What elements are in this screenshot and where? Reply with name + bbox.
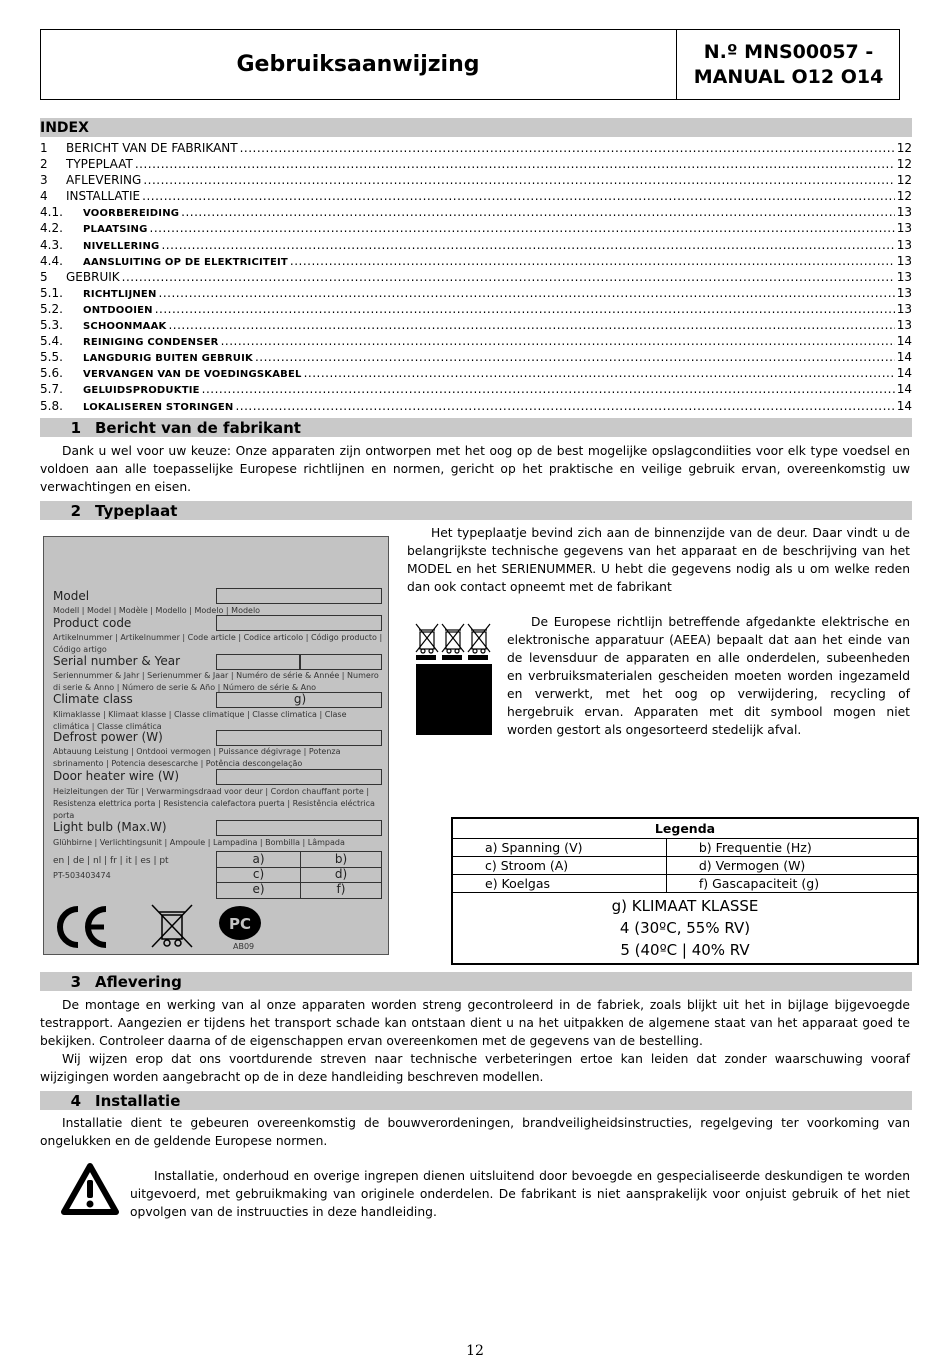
weee-text: De Europese richtlijn betreffende afgedankte elektrische en elektronische apparatuur (AEEA) bepaalt dat aan het einde van de levensduur de apparaten en alle onderdelen, subeenheden en verbruiksmaterialen gescheiden moeten worden ingezameld en verwerkt, met het oog op verwijdering, recycling of hergebruik ervan. Apparaten met dit symbool mogen niet worden gestort als ongesorteerd stedelijk afval. bbox=[507, 615, 910, 737]
index-heading: INDEX bbox=[40, 118, 912, 137]
section-3-text: De montage en werking van al onze apparaten worden streng gecontroleerd in de fabriek, zoals blijkt uit het in bijlage bijgevoegde testrapport. Aangezien er tijdens het transport schade kan ontstaan dient u na het uitpakken de algemene staat van het apparaat goed te bekijken. Controleer daarna of de eigenschappen ervan overeenkomen met de gegevens van de bestelling. bbox=[40, 998, 910, 1048]
toc-entry[interactable] bbox=[40, 398, 912, 414]
toc-leader-dots bbox=[255, 349, 895, 365]
section-2-text: Het typeplaatje bevind zich aan de binnenzijde van de deur. Daar vindt u de belangrijkste technische gegevens van het apparaat en de beschrijving van het MODEL en het SERIENUMMER. U hebt die gegevens nodig als u om welke reden dan ook contact opneemt met de fabrikant bbox=[407, 526, 910, 594]
toc-number: 5.8. bbox=[40, 398, 63, 413]
plate-year-field bbox=[300, 654, 382, 670]
svg-text:PC: PC bbox=[228, 915, 252, 933]
toc-number: 4.3. bbox=[40, 237, 63, 252]
plate-model-translations: Modell | Model | Modèle | Modello | Modelo | Modelo bbox=[53, 606, 261, 615]
plate-serial-field bbox=[216, 654, 300, 670]
toc-number: 5.5. bbox=[40, 350, 63, 365]
toc-page-number: 12 bbox=[896, 173, 912, 188]
toc-entry[interactable] bbox=[40, 220, 912, 236]
toc-number: 5 bbox=[40, 269, 48, 284]
toc-page-number: 14 bbox=[896, 350, 912, 365]
toc-title: RICHTLIJNEN bbox=[83, 288, 157, 300]
toc-title: AANSLUITING OP DE ELEKTRICITEIT bbox=[83, 256, 288, 268]
toc-page-number: 12 bbox=[896, 157, 912, 172]
toc-page-number: 13 bbox=[896, 318, 912, 333]
plate-climate-field bbox=[216, 692, 382, 708]
plate-model-label: Model bbox=[53, 589, 90, 603]
toc-title: PLAATSING bbox=[83, 224, 148, 236]
toc-page-number: 14 bbox=[896, 398, 912, 413]
toc-number: 5.6. bbox=[40, 366, 63, 381]
toc-page-number: 13 bbox=[896, 285, 912, 300]
plate-serial-translations: Seriennummer & Jahr | Serienummer & Jaar | Numéro de série & Année | Numero di serie & Anno | Número de serie & Año | Número de série & Ano bbox=[53, 671, 379, 692]
plate-electrical-grid bbox=[216, 851, 382, 899]
manual-code-line1: N.º MNS00057 - bbox=[703, 40, 874, 63]
toc-page-number: 14 bbox=[896, 382, 912, 397]
toc-number: 5.7. bbox=[40, 382, 63, 397]
toc-title: NIVELLERING bbox=[83, 240, 160, 252]
toc-leader-dots bbox=[290, 253, 895, 269]
toc-entry[interactable] bbox=[40, 317, 912, 333]
toc-leader-dots bbox=[155, 301, 895, 317]
manual-code bbox=[677, 29, 900, 100]
plate-cell-e: e) bbox=[252, 882, 265, 896]
toc-page-number: 13 bbox=[896, 253, 912, 268]
section-title: Aflevering bbox=[95, 973, 182, 991]
toc-title: GEBRUIK bbox=[66, 269, 120, 284]
section-3-heading bbox=[40, 972, 912, 991]
toc-page-number: 13 bbox=[896, 221, 912, 236]
toc-leader-dots bbox=[143, 172, 894, 188]
toc-page-number: 12 bbox=[896, 141, 912, 155]
plate-climate-value: g) bbox=[293, 692, 307, 706]
type-plate bbox=[43, 536, 389, 955]
toc-entry[interactable] bbox=[40, 156, 912, 172]
plate-heater-label: Door heater wire (W) bbox=[53, 769, 180, 783]
toc-number: 5.4. bbox=[40, 334, 63, 349]
toc-page-number: 14 bbox=[896, 334, 912, 349]
legend-table bbox=[451, 817, 919, 965]
toc-number: 4 bbox=[40, 189, 48, 204]
climate-line: g) KLIMAAT KLASSE bbox=[611, 897, 759, 915]
legend-cell: d) Vermogen (W) bbox=[666, 857, 917, 875]
toc-title: TYPEPLAAT bbox=[66, 157, 133, 172]
toc-title: ONTDOOIEN bbox=[83, 304, 153, 316]
legend-cell: f) Gascapaciteit (g) bbox=[666, 875, 917, 893]
legend-cell: a) Spanning (V) bbox=[453, 839, 667, 857]
toc-number: 1 bbox=[40, 141, 48, 155]
plate-product-code-label: Product code bbox=[53, 616, 132, 630]
section-1-heading bbox=[40, 418, 912, 437]
plate-bulb-translations: Glühbirne | Verlichtingsunit | Ampoule | Lampadina | Bombilla | Lâmpada bbox=[53, 838, 345, 847]
toc-entry[interactable] bbox=[40, 269, 912, 285]
toc-number: 5.2. bbox=[40, 301, 63, 316]
toc-leader-dots bbox=[135, 156, 895, 172]
toc-leader-dots bbox=[161, 237, 894, 253]
toc-entry[interactable] bbox=[40, 349, 912, 365]
weee-bin-icon bbox=[414, 622, 494, 736]
plate-bulb-field bbox=[216, 820, 382, 836]
toc-leader-dots bbox=[304, 365, 895, 381]
toc-title: BERICHT VAN DE FABRIKANT bbox=[66, 141, 238, 155]
plate-serial-label: Serial number & Year bbox=[53, 654, 180, 668]
section-4-text: Installatie dient te gebeuren overeenkomstig de bouwverordeningen, brandveiligheidsinstructies, regelgeving ter voorkoming van ongelukken en de geldende Europese normen. bbox=[40, 1116, 910, 1148]
toc-leader-dots bbox=[122, 269, 895, 285]
section-number: 2 bbox=[70, 502, 81, 520]
section-number: 1 bbox=[70, 419, 81, 437]
toc-leader-dots bbox=[168, 317, 894, 333]
toc-title: REINIGING CONDENSER bbox=[83, 337, 219, 349]
toc-page-number: 12 bbox=[896, 189, 912, 204]
ce-mark-icon bbox=[52, 903, 112, 951]
plate-defrost-field bbox=[216, 730, 382, 746]
toc-entry[interactable] bbox=[40, 172, 912, 188]
pct-mark-icon bbox=[217, 903, 263, 943]
toc-title: VERVANGEN VAN DE VOEDINGSKABEL bbox=[83, 369, 302, 381]
manual-code-line2: MANUAL O12 O14 bbox=[693, 65, 884, 88]
plate-heater-translations: Heizleitungen der Tür | Verwarmingsdraad voor deur | Cordon chauffant porte | Resistenza elettrica porta | Resistencia calefactora puerta | Resistência eléctrica porta bbox=[53, 787, 375, 820]
page-number: 12 bbox=[466, 1343, 484, 1359]
plate-cell-f: f) bbox=[336, 882, 346, 896]
plate-defrost-label: Defrost power (W) bbox=[53, 730, 163, 744]
legend-cell: b) Frequentie (Hz) bbox=[666, 839, 917, 857]
section-2-heading bbox=[40, 501, 912, 520]
warning-icon bbox=[60, 1162, 120, 1218]
toc-page-number: 13 bbox=[896, 269, 912, 284]
section-title: Installatie bbox=[95, 1092, 181, 1110]
toc-entry[interactable] bbox=[40, 333, 912, 349]
toc-leader-dots bbox=[235, 398, 894, 414]
toc-leader-dots bbox=[142, 188, 895, 204]
toc-title: VOORBEREIDING bbox=[83, 208, 180, 220]
section-title: Typeplaat bbox=[95, 502, 178, 520]
toc-page-number: 14 bbox=[896, 366, 912, 381]
toc-title: AFLEVERING bbox=[66, 173, 142, 188]
plate-climate-label: Climate class bbox=[53, 692, 133, 706]
section-number: 4 bbox=[70, 1092, 81, 1110]
crossed-bin-icon bbox=[148, 903, 196, 951]
climate-line: 4 (30ºC, 55% RV) bbox=[619, 919, 751, 937]
toc-leader-dots bbox=[150, 220, 895, 236]
toc-number: 3 bbox=[40, 173, 48, 188]
plate-cell-a: a) bbox=[252, 852, 265, 866]
toc-entry[interactable] bbox=[40, 365, 912, 381]
document-title: Gebruiksaanwijzing bbox=[236, 52, 480, 77]
section-1-text: Dank u wel voor uw keuze: Onze apparaten zijn ontworpen met het oog op de best mogelijke opslagcondiities voor elk type voedsel en voldoen aan alle toepasselijke Europese richtlijnen en normen, gericht op het praktische en veilige gebruik ervan, overeenkomstig uw verwachtingen en eisen. bbox=[40, 444, 910, 494]
plate-product-code-translations: Artikelnummer | Artikelnummer | Code article | Codice articolo | Código producto | Código artigo bbox=[53, 633, 383, 654]
toc-number: 4.1. bbox=[40, 205, 63, 220]
plate-bulb-label: Light bulb (Max.W) bbox=[53, 820, 167, 834]
section-4-heading bbox=[40, 1091, 912, 1110]
toc-number: 4.4. bbox=[40, 253, 63, 268]
toc-leader-dots bbox=[159, 285, 895, 301]
section-title: Bericht van de fabrikant bbox=[95, 419, 301, 437]
toc-title: LOKALISEREN STORINGEN bbox=[83, 401, 234, 413]
toc-page-number: 13 bbox=[896, 205, 912, 220]
toc-title: LANGDURIG BUITEN GEBRUIK bbox=[83, 353, 253, 365]
plate-product-code-field bbox=[216, 615, 382, 631]
plate-languages: en | de | nl | fr | it | es | pt bbox=[53, 856, 169, 866]
toc-number: 5.3. bbox=[40, 318, 63, 333]
plate-pt-code: PT-503403474 bbox=[53, 871, 111, 880]
plate-ab-code: AB09 bbox=[233, 942, 255, 951]
plate-cell-b: b) bbox=[334, 852, 348, 866]
section-3-text-2: Wij wijzen erop dat ons voortdurende streven naar technische verbeteringen ertoe kan leiden dat zonder waarschuwing vooraf wijzigingen worden aangebracht op de in deze handleiding beschreven modellen. bbox=[40, 1052, 910, 1084]
legend-climate-class bbox=[453, 893, 918, 964]
toc-number: 2 bbox=[40, 157, 48, 172]
plate-cell-c: c) bbox=[252, 867, 265, 881]
toc-number: 4.2. bbox=[40, 221, 63, 236]
climate-line: 5 (40ºC | 40% RV bbox=[620, 941, 750, 959]
plate-defrost-translations: Abtauung Leistung | Ontdooi vermogen | Puissance dégivrage | Potenza sbrinamento | Potencia desescarche | Potência descongelação bbox=[53, 747, 341, 768]
toc-leader-dots bbox=[240, 140, 895, 156]
toc-leader-dots bbox=[181, 204, 895, 220]
legend-title: Legenda bbox=[453, 819, 918, 839]
toc-title: INSTALLATIE bbox=[66, 189, 141, 204]
toc-entry[interactable] bbox=[40, 140, 912, 156]
toc-number: 5.1. bbox=[40, 285, 63, 300]
toc-title: GELUIDSPRODUKTIE bbox=[83, 385, 200, 397]
table-of-contents bbox=[40, 140, 912, 414]
toc-entry[interactable] bbox=[40, 237, 912, 253]
plate-model-field bbox=[216, 588, 382, 604]
toc-leader-dots bbox=[202, 381, 895, 397]
toc-entry[interactable] bbox=[40, 188, 912, 204]
toc-page-number: 13 bbox=[896, 237, 912, 252]
toc-title: SCHOONMAAK bbox=[83, 321, 167, 333]
plate-climate-translations: Klimaklasse | Klimaat klasse | Classe climatique | Classe climatica | Clase climática | Classe climática bbox=[53, 710, 347, 731]
plate-heater-field bbox=[216, 769, 382, 785]
toc-entry[interactable] bbox=[40, 204, 912, 220]
warning-text: Installatie, onderhoud en overige ingrepen dienen uitsluitend door bevoegde en gespecialiseerde deskundigen te worden uitgevoerd, met gebruikmaking van originele onderdelen. De fabrikant is niet aansprakelijk voor onjuist gebruik of het niet opvolgen van de instruucties in deze handleiding. bbox=[130, 1169, 910, 1219]
toc-entry[interactable] bbox=[40, 381, 912, 397]
toc-leader-dots bbox=[221, 333, 895, 349]
toc-entry[interactable] bbox=[40, 253, 912, 269]
toc-entry[interactable] bbox=[40, 285, 912, 301]
toc-page-number: 13 bbox=[896, 301, 912, 316]
legend-cell: c) Stroom (A) bbox=[453, 857, 667, 875]
plate-cell-d: d) bbox=[334, 867, 348, 881]
toc-entry[interactable] bbox=[40, 301, 912, 317]
legend-cell: e) Koelgas bbox=[453, 875, 667, 893]
section-number: 3 bbox=[70, 973, 81, 991]
